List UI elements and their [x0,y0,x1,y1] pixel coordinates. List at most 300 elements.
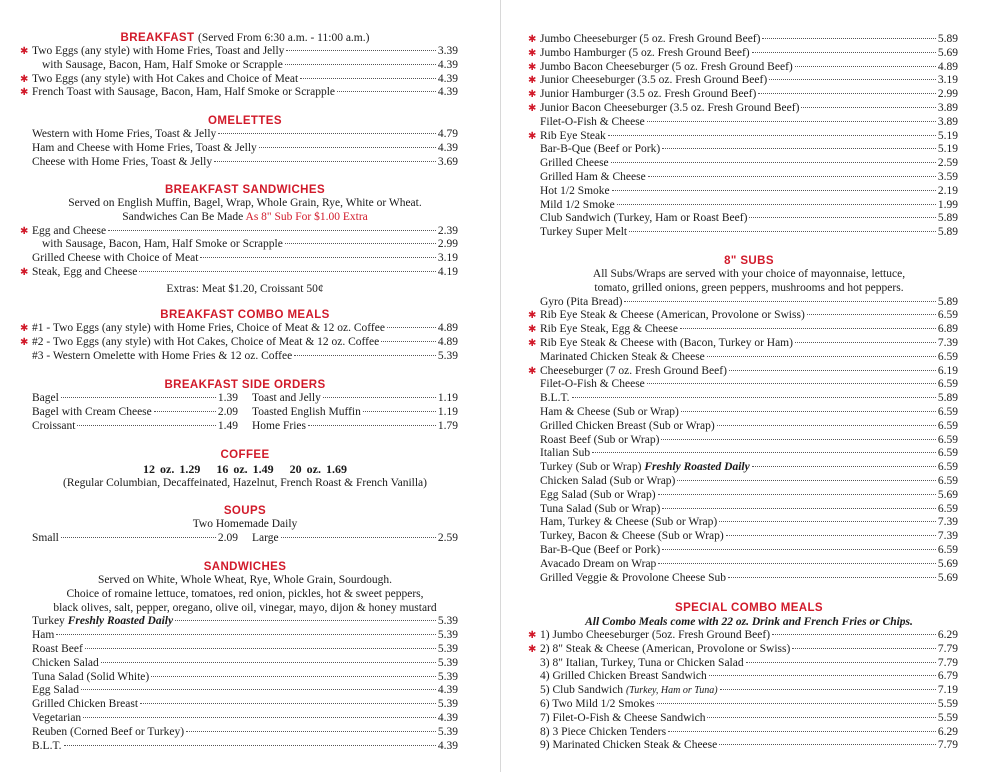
menu-item: Large 2.59 [252,531,458,544]
item-name: 3) 8" Italian, Turkey, Tuna or Chicken Salad [540,656,744,669]
item-name: Hot 1/2 Smoke [540,184,610,197]
featured-marker-icon: ✱ [528,630,537,641]
dot-leader [85,648,436,649]
item-name: Ham, Turkey & Cheese (Sub or Wrap) [540,516,718,529]
item-name: Toast and Jelly [252,392,321,404]
menu-item [32,712,458,726]
sub-upgrade-note: Sandwiches Can Be Made As 8" Sub For $1.00 Extra [122,210,368,223]
item-price: 3.89 [937,115,958,128]
dot-leader [681,411,936,412]
item-name: Home Fries [252,419,306,432]
item-name: Bagel with Cream Cheese [32,405,152,418]
item-name: Rib Eye Steak [540,129,606,142]
item-name: Club Sandwich (Turkey, Ham or Roast Beef) [540,212,748,225]
dot-leader [717,425,936,426]
side-orders-left [32,392,238,433]
item-name: Two Eggs (any style) with Home Fries, Toast and Jelly [32,45,285,57]
dot-leader [56,634,436,635]
dot-leader [286,50,435,51]
item-price: 5.39 [437,698,458,711]
menu-item [528,129,958,144]
item-price: 1.19 [437,405,458,418]
item-name: Grilled Cheese with Choice of Meat [32,252,199,265]
side-orders-heading: BREAKFAST SIDE ORDERS [164,379,326,391]
dot-leader [77,425,215,426]
dot-leader [608,135,936,136]
item-name: Tuna Salad (Solid White) [32,670,150,683]
menu-item [20,224,458,239]
dot-leader [746,662,936,663]
dot-leader [801,107,935,108]
menu-item [540,726,958,740]
item-name: Grilled Chicken Breast [32,698,139,711]
item-name: Egg Salad (Sub or Wrap) [540,488,656,501]
item-price: 5.89 [937,392,958,405]
burgers-items [528,33,958,240]
item-name: 8) 3 Piece Chicken Tenders [540,725,667,738]
subs-heading: 8" SUBS [724,255,774,267]
dot-leader [611,162,936,163]
item-name: Cheeseburger (7 oz. Fresh Ground Beef) [540,364,727,377]
menu-item [32,698,458,712]
item-price: 7.39 [937,530,958,543]
coffee-size-12: 12 oz. 1.29 [143,462,201,476]
dot-leader [807,314,936,315]
breakfast-items [20,45,458,100]
featured-marker-icon: ✱ [528,75,537,87]
breakfast-hours: (Served From 6:30 a.m. - 11:00 a.m.) [198,32,370,44]
dot-leader [647,121,936,122]
item-name: Tuna Salad (Sub or Wrap) [540,502,661,515]
menu-item [540,657,958,671]
item-price: 6.89 [937,323,958,336]
dot-leader [139,271,435,272]
item-name: Filet-O-Fish & Cheese [540,378,645,391]
subs-section [528,254,958,585]
item-price: 1.19 [437,392,458,404]
dot-leader [81,689,436,690]
menu-item [32,684,458,698]
item-price: 5.19 [937,143,958,156]
dot-leader [387,327,436,328]
item-price: 5.89 [937,295,958,308]
dot-leader [648,176,936,177]
item-name: Ham [32,629,55,642]
item-name: Turkey Super Melt [540,226,628,239]
item-name: 4) Grilled Chicken Breast Sandwich [540,670,707,683]
dot-leader [719,744,936,745]
menu-item [540,212,958,226]
menu-item [528,323,958,337]
menu-item: Turkey Freshly Roasted Daily 5.39 [32,615,458,628]
dot-leader [707,356,936,357]
breakfast-heading: BREAKFAST (Served From 6:30 a.m. - 11:00 a.m.) [120,32,370,44]
dot-leader [769,79,936,80]
special-combo-heading: SPECIAL COMBO MEALS [675,602,823,614]
item-name: 7) Filet-O-Fish & Cheese Sandwich [540,711,706,724]
item-price: 3.89 [937,101,958,114]
menu-item [528,101,958,116]
item-name: Reuben (Corned Beef or Turkey) [32,725,185,738]
dot-leader [83,717,436,718]
extras-note: Extras: Meat $1.20, Croissant 50¢ [166,282,324,295]
item-price: 3.19 [437,252,458,265]
item-name: Bar-B-Que (Beef or Pork) [540,143,661,156]
menu-item [252,392,458,406]
item-name: Roast Beef [32,642,83,655]
item-price: 2.99 [437,238,458,251]
menu-item [540,558,958,572]
item-name: Western with Home Fries, Toast & Jelly [32,128,217,140]
dot-leader [101,662,436,663]
menu-item [540,434,958,448]
dot-leader [749,217,935,218]
side-orders-right [252,392,458,433]
menu-item [540,698,958,712]
item-name: Cheese with Home Fries, Toast & Jelly [32,155,213,168]
menu-item: Small 2.09 [32,531,238,544]
coffee-heading: COFFEE [220,449,270,461]
featured-marker-icon: ✱ [528,102,537,114]
item-price: 6.59 [937,350,958,363]
item-price: 5.89 [937,33,958,45]
item-name: #3 - Western Omelette with Home Fries & 12 oz. Coffee [32,349,293,362]
item-price: 6.59 [937,447,958,460]
item-name: Chicken Salad (Sub or Wrap) [540,474,676,487]
menu-item [32,740,458,754]
item-price: 6.79 [937,670,958,683]
soups-note: Two Homemade Daily [192,518,298,530]
soups-heading: SOUPS [223,505,267,517]
dot-leader [200,257,435,258]
item-name: Rib Eye Steak, Egg & Cheese [540,323,678,336]
item-price: 4.39 [437,72,458,85]
breakfast-combo-items [20,322,458,363]
menu-item [540,199,958,213]
dot-leader [285,64,436,65]
soups-section [32,504,458,546]
item-name: Avacado Dream on Wrap [540,557,657,570]
item-name: Bar-B-Que (Beef or Pork) [540,543,661,556]
menu-item [20,45,458,59]
menu-item [528,642,958,657]
dot-leader [617,204,936,205]
item-name: Rib Eye Steak & Cheese with (Bacon, Turkey or Ham) [540,336,793,349]
item-name: Ham and Cheese with Home Fries, Toast & Jelly [32,141,257,154]
item-price: 5.69 [937,488,958,501]
item-price: 6.59 [937,433,958,446]
item-price: 6.59 [937,419,958,432]
dot-leader [752,52,936,53]
dot-leader [300,78,436,79]
dot-leader [758,93,936,94]
item-name: Chicken Salad [32,656,99,669]
menu-item [252,420,458,434]
menu-item [32,156,458,170]
dot-leader [61,397,216,398]
menu-item [20,86,458,100]
item-price: 5.59 [937,711,958,724]
dot-leader [285,243,436,244]
subs-items-a [528,295,958,462]
item-price: 3.39 [437,45,458,57]
item-price: 6.59 [937,474,958,487]
item-price: 2.09 [217,405,238,418]
item-price: 6.29 [937,629,958,641]
sandwiches-note-1: Served on White, Whole Wheat, Rye, Whole Grain, Sourdough. [97,574,393,586]
special-combo-items-b [540,698,958,753]
item-price: 2.59 [937,157,958,170]
menu-item [540,157,958,171]
item-price: 3.69 [437,155,458,168]
item-price: 4.89 [437,322,458,334]
dot-leader [259,147,436,148]
item-price: 5.59 [937,697,958,710]
item-name: Roast Beef (Sub or Wrap) [540,433,660,446]
item-price: 7.79 [937,739,958,752]
menu-item [540,406,958,420]
breakfast-section [20,31,458,100]
menu-item [32,128,458,142]
menu-item [528,60,958,75]
item-price: 2.39 [437,224,458,237]
item-name: Grilled Chicken Breast (Sub or Wrap) [540,419,715,432]
side-orders-section [32,378,458,433]
dot-leader [140,703,436,704]
menu-item [32,59,458,73]
dot-leader [668,731,936,732]
featured-marker-icon: ✱ [528,324,537,336]
item-name: Italian Sub [540,447,591,460]
featured-marker-icon: ✱ [20,266,29,278]
dot-leader [726,535,936,536]
menu-item [32,392,238,406]
item-price: 4.89 [437,335,458,348]
item-price: 6.59 [937,309,958,322]
menu-item [540,516,958,530]
item-price: 5.39 [437,725,458,738]
item-name: Jumbo Hamburger (5 oz. Fresh Ground Beef) [540,46,750,59]
item-name: Ham & Cheese (Sub or Wrap) [540,405,679,418]
item-price: 2.99 [937,88,958,101]
dot-leader [707,717,935,718]
menu-item [540,572,958,586]
sandwiches-note-2: Choice of romaine lettuce, tomatoes, red onion, pickles, hot & sweet peppers, [66,587,424,600]
item-name: Grilled Ham & Cheese [540,170,646,183]
item-name: 6) Two Mild 1/2 Smokes [540,697,655,710]
menu-item [32,420,238,434]
item-name: Jumbo Cheeseburger (5 oz. Fresh Ground Beef) [540,33,761,45]
special-combo-items-a [528,629,958,684]
subs-items-b [540,475,958,585]
menu-item [540,143,958,157]
item-price: 5.39 [437,656,458,669]
dot-leader [323,397,436,398]
item-name: #1 - Two Eggs (any style) with Home Fries, Choice of Meat & 12 oz. Coffee [32,322,385,334]
item-price: 1.99 [937,198,958,211]
item-name: #2 - Two Eggs (any style) with Hot Cakes, Choice of Meat & 12 oz. Coffee [32,335,380,348]
dot-leader [337,91,436,92]
dot-leader [624,301,935,302]
dot-leader [661,439,935,440]
dot-leader [662,508,936,509]
item-name: 9) Marinated Chicken Steak & Cheese [540,739,718,752]
breakfast-combo-heading: BREAKFAST COMBO MEALS [160,309,330,321]
item-price: 6.59 [937,502,958,515]
menu-item [540,475,958,489]
dot-leader [612,190,936,191]
menu-item [540,185,958,199]
item-price: 4.89 [937,60,958,73]
item-price: 7.79 [937,656,958,669]
item-name: 1) Jumbo Cheeseburger (5oz. Fresh Ground Beef) [540,629,771,641]
featured-marker-icon: ✱ [20,225,29,237]
item-price: 5.19 [937,129,958,142]
dot-leader [629,231,936,232]
dot-leader [662,148,936,149]
menu-item [540,530,958,544]
item-name: 2) 8" Steak & Cheese (American, Provolone or Swiss) [540,642,791,655]
menu-item [540,392,958,406]
item-name: Jumbo Bacon Cheeseburger (5 oz. Fresh Ground Beef) [540,60,793,73]
item-name: Junior Cheeseburger (3.5 oz. Fresh Ground Beef) [540,74,768,87]
featured-marker-icon: ✱ [20,323,29,334]
sandwiches-heading: SANDWICHES [203,561,287,573]
dot-leader [762,38,935,39]
subs-note-1: All Subs/Wraps are served with your choice of mayonnaise, lettuce, [592,268,906,280]
coffee-size-16: 16 oz. 1.49 [216,462,274,476]
item-price: 5.39 [437,642,458,655]
dot-leader [294,355,436,356]
item-name: Vegetarian [32,711,82,724]
item-name: with Sausage, Bacon, Ham, Half Smoke or Scrapple [42,238,283,251]
menu-item [32,643,458,657]
menu-item [540,489,958,503]
item-price: 1.49 [217,419,238,432]
menu-item [540,503,958,517]
featured-marker-icon: ✱ [528,310,537,322]
dot-leader [218,133,436,134]
menu-item: 5) Club Sandwich (Turkey, Ham or Tuna) 7.19 [540,684,958,697]
dot-leader [572,397,936,398]
item-price: 7.39 [937,516,958,529]
featured-marker-icon: ✱ [528,365,537,377]
coffee-sizes [32,462,458,477]
item-name: Toasted English Muffin [252,405,361,418]
dot-leader [363,411,436,412]
item-name: Junior Bacon Cheeseburger (3.5 oz. Fresh Ground Beef) [540,101,800,114]
item-price: 3.19 [937,74,958,87]
dot-leader [647,383,936,384]
special-combo-section [528,601,958,753]
coffee-section [32,448,458,491]
menu-item [528,88,958,102]
featured-marker-icon: ✱ [20,87,29,99]
dot-leader [214,161,436,162]
menu-item [528,364,958,379]
item-price: 6.29 [937,725,958,738]
sandwiches-note-3: black olives, salt, pepper, oregano, olive oil, vinegar, mayo, dijon & honey mustard [53,601,437,614]
item-price: 4.39 [437,711,458,724]
menu-item [540,116,958,130]
menu-item [540,739,958,753]
breakfast-sandwiches-section [20,183,458,297]
menu-item [32,726,458,740]
menu-item [540,378,958,392]
dot-leader [795,66,936,67]
dot-leader [719,521,936,522]
item-name: Mild 1/2 Smoke [540,198,615,211]
dot-leader [64,745,436,746]
item-price: 4.39 [437,58,458,71]
item-price: 5.69 [937,571,958,584]
item-price: 3.59 [937,170,958,183]
dot-leader [154,411,216,412]
menu-item [528,46,958,61]
dot-leader [729,370,936,371]
item-price: 5.39 [437,349,458,362]
item-name: Steak, Egg and Cheese [32,265,138,278]
breakfast-combo-section [20,308,458,363]
item-price: 4.39 [437,141,458,154]
menu-item [32,406,238,420]
subs-note-2: tomato, grilled onions, green peppers, mushrooms and hot peppers. [594,281,904,294]
featured-marker-icon: ✱ [528,47,537,59]
menu-item [528,629,958,643]
menu-item [540,670,958,684]
omelettes-heading: OMELETTES [208,115,282,127]
dot-leader [662,549,936,550]
menu-item [540,351,958,365]
item-price: 7.39 [937,336,958,349]
item-name: Gyro (Pita Bread) [540,295,623,308]
item-name: Grilled Cheese [540,157,609,170]
item-price: 4.79 [437,128,458,140]
menu-item [32,142,458,156]
dot-leader [108,230,436,231]
menu-item [20,335,458,350]
item-price: 1.79 [437,419,458,432]
featured-marker-icon: ✱ [20,46,29,57]
menu-item: Turkey (Sub or Wrap) Freshly Roasted Daily 6.59 [540,461,958,474]
item-name: Grilled Veggie & Provolone Cheese Sub [540,571,726,584]
menu-item [540,420,958,434]
menu-item [32,252,458,266]
menu-item [528,33,958,47]
dot-leader [795,342,936,343]
coffee-size-20: 20 oz. 1.69 [289,462,347,476]
item-name: French Toast with Sausage, Bacon, Ham, Half Smoke or Scrapple [32,86,336,99]
featured-marker-icon: ✱ [528,89,537,101]
item-price: 6.59 [937,543,958,556]
dot-leader [792,648,936,649]
item-name: Croissant [32,419,76,432]
breakfast-sandwiches-heading: BREAKFAST SANDWICHES [164,184,326,196]
dot-leader [772,634,936,635]
special-combo-note: All Combo Meals come with 22 oz. Drink and French Fries or Chips. [585,616,913,628]
item-name: B.L.T. [32,739,62,752]
dot-leader [151,676,436,677]
featured-marker-icon: ✱ [528,130,537,142]
item-price: 6.19 [937,364,958,377]
item-price: 2.19 [937,184,958,197]
menu-item [540,171,958,185]
featured-marker-icon: ✱ [528,34,537,45]
dot-leader [186,731,436,732]
item-price: 6.59 [937,405,958,418]
item-name: with Sausage, Bacon, Ham, Half Smoke or Scrapple [42,58,283,71]
item-name: Egg and Cheese [32,224,107,237]
